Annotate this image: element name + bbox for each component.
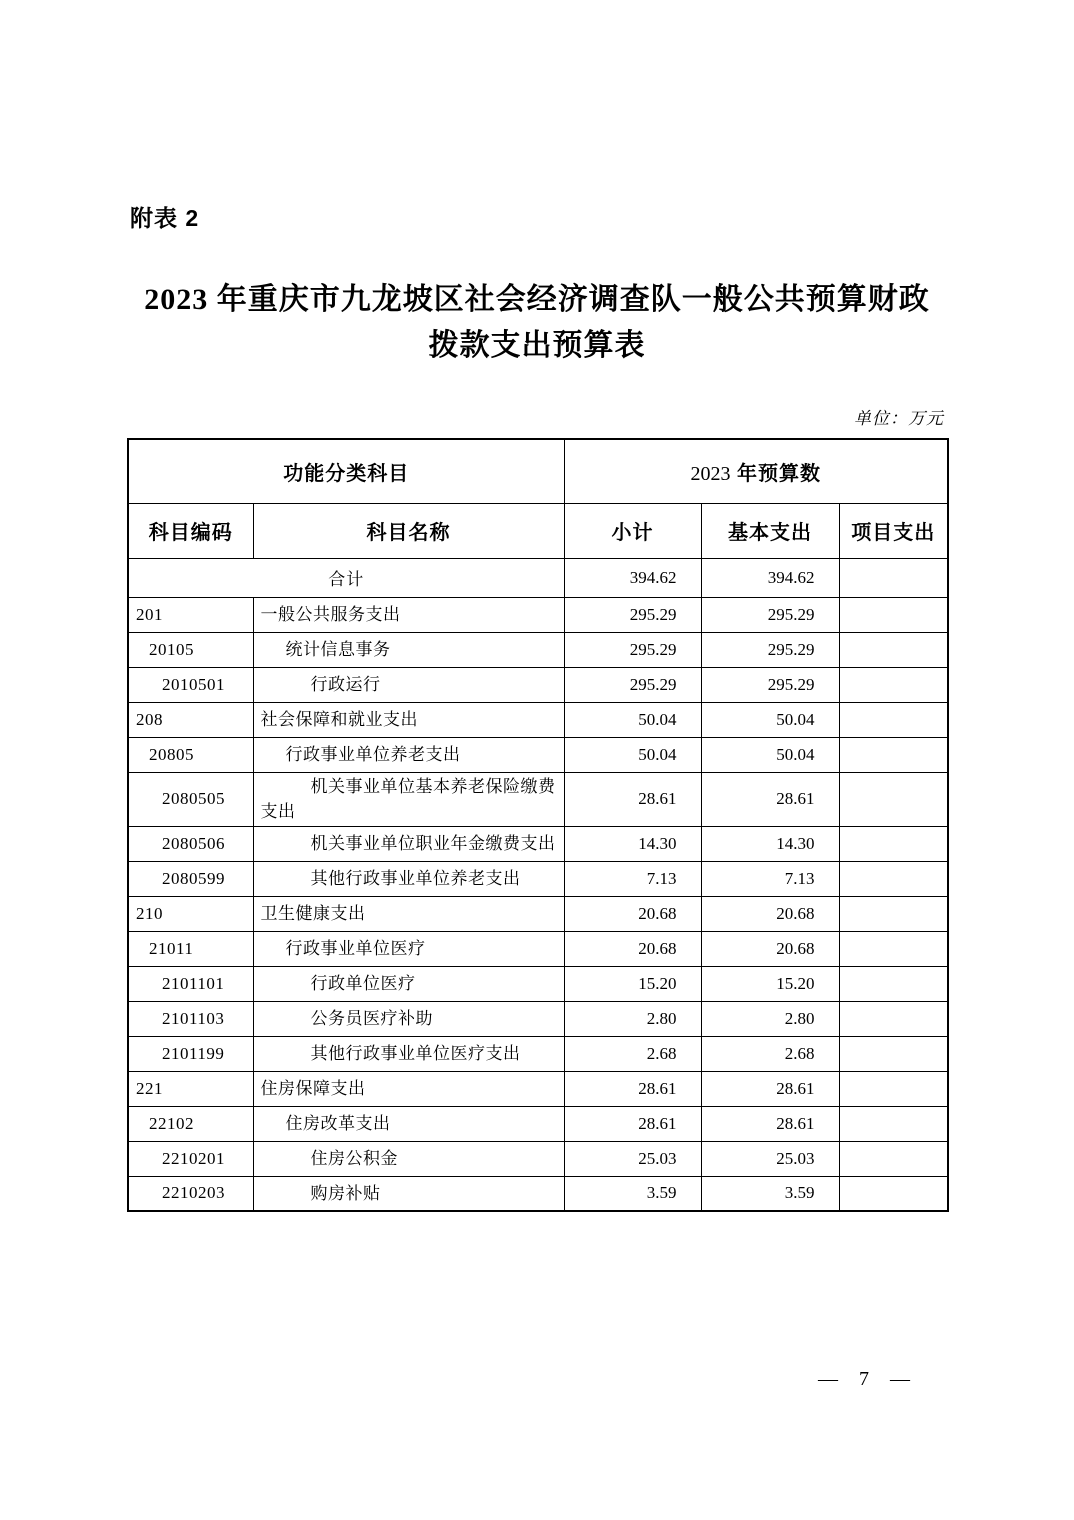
name-cell: 行政事业单位医疗 (253, 931, 564, 966)
table-row (128, 896, 948, 931)
project-expense-cell (839, 1071, 948, 1106)
name-cell: 机关事业单位职业年金缴费支出 (253, 826, 564, 861)
header-col-basic: 基本支出 (701, 503, 839, 558)
table-row (128, 1001, 948, 1036)
basic-expense-cell: 295.29 (701, 632, 839, 667)
table-row (128, 931, 948, 966)
project-expense-cell (839, 1141, 948, 1176)
basic-expense-cell: 394.62 (701, 558, 839, 597)
header-function-group: 功能分类科目 (128, 439, 564, 503)
name-cell: 行政事业单位养老支出 (253, 737, 564, 772)
name-cell: 卫生健康支出 (253, 896, 564, 931)
project-expense-cell (839, 737, 948, 772)
budget-table (127, 438, 949, 1212)
name-cell: 机关事业单位基本养老保险缴费支出 (253, 772, 564, 826)
code-cell: 210 (128, 896, 253, 931)
table-header-group-row (128, 439, 948, 503)
table-row (128, 632, 948, 667)
subtotal-cell: 394.62 (564, 558, 701, 597)
code-cell: 21011 (128, 931, 253, 966)
basic-expense-cell: 14.30 (701, 826, 839, 861)
annex-label: 附表 2 (130, 205, 200, 231)
code-cell: 221 (128, 1071, 253, 1106)
project-expense-cell (839, 1106, 948, 1141)
subtotal-cell: 20.68 (564, 931, 701, 966)
basic-expense-cell: 28.61 (701, 1071, 839, 1106)
name-cell: 其他行政事业单位养老支出 (253, 861, 564, 896)
project-expense-cell (839, 1176, 948, 1211)
subtotal-cell: 295.29 (564, 632, 701, 667)
table-row (128, 966, 948, 1001)
name-cell: 社会保障和就业支出 (253, 702, 564, 737)
project-expense-cell (839, 597, 948, 632)
table-row (128, 1141, 948, 1176)
basic-expense-cell: 2.80 (701, 1001, 839, 1036)
project-expense-cell (839, 558, 948, 597)
code-cell: 2101101 (128, 966, 253, 1001)
code-cell: 2101199 (128, 1036, 253, 1071)
basic-expense-cell: 295.29 (701, 597, 839, 632)
name-cell: 住房保障支出 (253, 1071, 564, 1106)
table-total-row (128, 558, 948, 597)
project-expense-cell (839, 1036, 948, 1071)
document-title (0, 277, 1074, 369)
code-cell: 2210203 (128, 1176, 253, 1211)
basic-expense-cell: 3.59 (701, 1176, 839, 1211)
project-expense-cell (839, 1001, 948, 1036)
project-expense-cell (839, 702, 948, 737)
name-cell: 其他行政事业单位医疗支出 (253, 1036, 564, 1071)
code-cell: 2210201 (128, 1141, 253, 1176)
header-col-project: 项目支出 (839, 503, 948, 558)
project-expense-cell (839, 966, 948, 1001)
header-budget-group (564, 439, 948, 503)
table-row (128, 861, 948, 896)
name-cell: 公务员医疗补助 (253, 1001, 564, 1036)
project-expense-cell (839, 772, 948, 826)
table-row (128, 597, 948, 632)
table-row (128, 1176, 948, 1211)
basic-expense-cell: 28.61 (701, 772, 839, 826)
name-cell: 统计信息事务 (253, 632, 564, 667)
code-cell: 22102 (128, 1106, 253, 1141)
subtotal-cell: 28.61 (564, 1071, 701, 1106)
code-cell: 2010501 (128, 667, 253, 702)
subtotal-cell: 295.29 (564, 597, 701, 632)
page-number: — 7 — (818, 1368, 913, 1390)
table-row (128, 1071, 948, 1106)
basic-expense-cell: 7.13 (701, 861, 839, 896)
code-cell: 2080506 (128, 826, 253, 861)
basic-expense-cell: 50.04 (701, 737, 839, 772)
name-cell: 住房公积金 (253, 1141, 564, 1176)
code-cell: 208 (128, 702, 253, 737)
table-row (128, 667, 948, 702)
basic-expense-cell: 25.03 (701, 1141, 839, 1176)
subtotal-cell: 20.68 (564, 896, 701, 931)
name-cell: 行政运行 (253, 667, 564, 702)
code-cell: 20105 (128, 632, 253, 667)
subtotal-cell: 14.30 (564, 826, 701, 861)
code-cell: 2080599 (128, 861, 253, 896)
subtotal-cell: 2.68 (564, 1036, 701, 1071)
basic-expense-cell: 20.68 (701, 896, 839, 931)
subtotal-cell: 3.59 (564, 1176, 701, 1211)
total-label-cell: 合计 (128, 558, 564, 597)
document-title-line1: 2023 年重庆市九龙坡区社会经济调查队一般公共预算财政 (144, 283, 930, 316)
project-expense-cell (839, 861, 948, 896)
basic-expense-cell: 15.20 (701, 966, 839, 1001)
subtotal-cell: 50.04 (564, 737, 701, 772)
name-cell: 购房补贴 (253, 1176, 564, 1211)
document-title-line2: 拨款支出预算表 (428, 329, 646, 362)
table-header-column-row (128, 503, 948, 558)
table-row (128, 1036, 948, 1071)
subtotal-cell: 50.04 (564, 702, 701, 737)
project-expense-cell (839, 667, 948, 702)
name-cell: 一般公共服务支出 (253, 597, 564, 632)
header-col-subtotal: 小计 (564, 503, 701, 558)
unit-note: 单位：万元 (854, 409, 944, 428)
subtotal-cell: 15.20 (564, 966, 701, 1001)
table-row (128, 1106, 948, 1141)
basic-expense-cell: 50.04 (701, 702, 839, 737)
header-budget-label: 年预算数 (730, 462, 822, 485)
table-row (128, 737, 948, 772)
header-budget-year: 2023 (690, 462, 731, 485)
table-row (128, 826, 948, 861)
table-row (128, 702, 948, 737)
code-cell: 2080505 (128, 772, 253, 826)
code-cell: 2101103 (128, 1001, 253, 1036)
code-cell: 20805 (128, 737, 253, 772)
basic-expense-cell: 20.68 (701, 931, 839, 966)
basic-expense-cell: 2.68 (701, 1036, 839, 1071)
project-expense-cell (839, 896, 948, 931)
project-expense-cell (839, 632, 948, 667)
name-cell: 住房改革支出 (253, 1106, 564, 1141)
code-cell: 201 (128, 597, 253, 632)
name-cell: 行政单位医疗 (253, 966, 564, 1001)
subtotal-cell: 295.29 (564, 667, 701, 702)
project-expense-cell (839, 826, 948, 861)
subtotal-cell: 7.13 (564, 861, 701, 896)
project-expense-cell (839, 931, 948, 966)
subtotal-cell: 25.03 (564, 1141, 701, 1176)
subtotal-cell: 28.61 (564, 772, 701, 826)
subtotal-cell: 2.80 (564, 1001, 701, 1036)
basic-expense-cell: 295.29 (701, 667, 839, 702)
subtotal-cell: 28.61 (564, 1106, 701, 1141)
basic-expense-cell: 28.61 (701, 1106, 839, 1141)
header-col-name: 科目名称 (253, 503, 564, 558)
table-row (128, 772, 948, 826)
header-col-code: 科目编码 (128, 503, 253, 558)
